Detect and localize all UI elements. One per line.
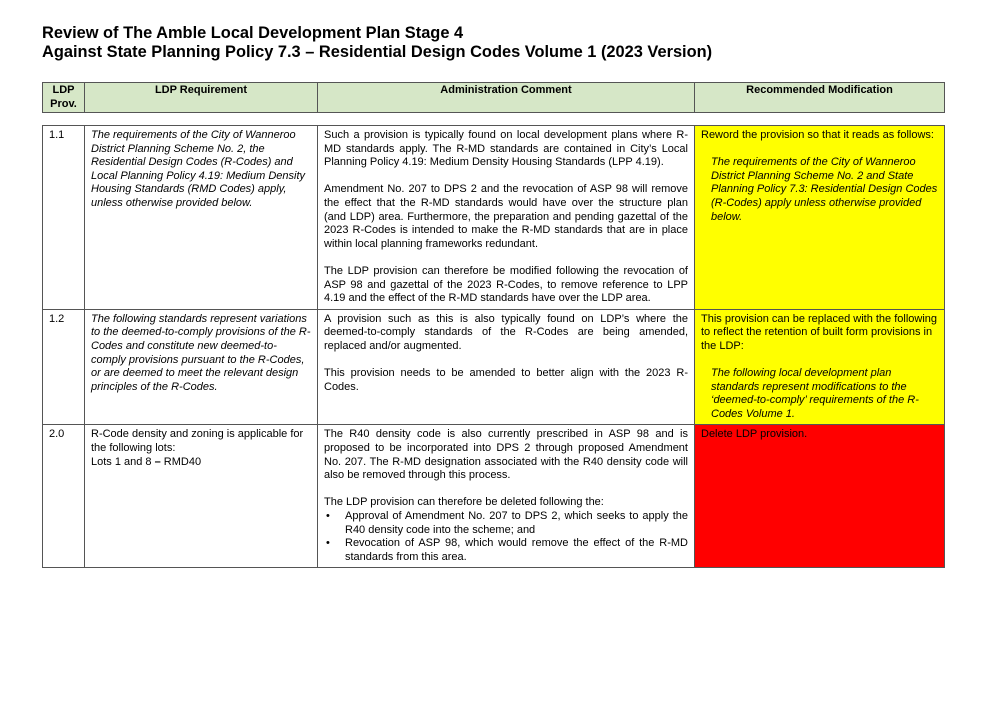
requirement-line: R-Code density and zoning is applicable for the following lots: xyxy=(91,428,304,455)
comment-paragraph: The LDP provision can therefore be modified following the revocation of ASP 98 and gazettal of the 2023 R-Codes, to remove reference to LPP 4.19 and the effect of the R-MD standards have over the LDP area. xyxy=(324,264,688,305)
bullet-item: • Revocation of ASP 98, which would remove the effect of the R-MD standards from this area. xyxy=(324,537,688,564)
header-prov-line1: LDP xyxy=(52,84,75,96)
comment-cell xyxy=(318,126,695,310)
header-prov-line2: Prov. xyxy=(50,97,77,110)
comment-cell xyxy=(318,425,695,568)
table-row xyxy=(43,126,945,310)
document-title xyxy=(42,24,712,62)
requirement-cell xyxy=(85,425,318,568)
requirement-line xyxy=(91,456,311,470)
table-row xyxy=(43,309,945,425)
comment-paragraph: A provision such as this is also typically found on LDP’s where the deemed-to-comply standards of the R-Codes are being amended, replaced and/or augmented. xyxy=(324,312,688,352)
header-modification: Recommended Modification xyxy=(695,83,945,113)
bullet-item: • Approval of Amendment No. 207 to DPS 2, which seeks to apply the R40 density code into the scheme; and xyxy=(324,510,688,537)
comment-paragraph: Amendment No. 207 to DPS 2 and the revocation of ASP 98 will remove the effect that the R-MD standards would have over the structure plan (and LDP) area. Furthermore, the preparation and pending gazettal of the 2023 R-Codes is intended to make the R-MD standards that are in place within local planning frameworks redundant. xyxy=(324,183,688,250)
modification-cell xyxy=(695,126,945,310)
requirement-cell: The following standards represent variations to the deemed-to-comply provisions of the R-Codes and constitute new deemed-to-comply provisions pursuant to the R-Codes, or are deemed to meet the relevant design principles of the R-Codes. xyxy=(85,309,318,425)
requirement-cell: The requirements of the City of Wanneroo District Planning Scheme No. 2, the Residential Design Codes (R-Codes) and Local Planning Policy 4.19: Medium Density Housing Standards (RMD Codes) apply, unless otherwise provided below. xyxy=(85,126,318,310)
prov-number: 2.0 xyxy=(43,425,85,568)
header-row xyxy=(43,83,945,113)
comment-paragraph: This provision needs to be amended to better align with the 2023 R-Codes. xyxy=(324,367,688,393)
review-table xyxy=(42,125,945,568)
title-line-1: Review of The Amble Local Development Plan Stage 4 xyxy=(42,24,464,42)
comment-paragraph: The R40 density code is also currently prescribed in ASP 98 and is proposed to be incorporated into DPS 2 through proposed Amendment No. 207. The R-MD designation associated with the R40 density code will also be removed through this process. xyxy=(324,428,688,482)
title-line-2: Against State Planning Policy 7.3 – Residential Design Codes Volume 1 (2023 Version) xyxy=(42,43,713,61)
comment-paragraph: The LDP provision can therefore be deleted following the: xyxy=(324,496,604,509)
comment-paragraph: Such a provision is typically found on local development plans where R-MD standards apply. The R-MD standards are contained in City’s Local Planning Policy 4.19: Medium Density Housing Standards (LPP 4.19). xyxy=(324,129,688,169)
comment-cell xyxy=(318,309,695,425)
comment-bullet-list xyxy=(324,510,688,564)
modification-cell: Delete LDP provision. xyxy=(695,425,945,568)
modification-quote: The requirements of the City of Wanneroo District Planning Scheme No. 2 and State Planning Policy 7.3: Residential Design Codes (R-Codes) apply unless otherwise provided below. xyxy=(711,156,938,223)
prov-number: 1.1 xyxy=(43,126,85,310)
lots-dash: – xyxy=(154,455,161,468)
modification-cell xyxy=(695,309,945,425)
lots-text: Lots 1 and 8 xyxy=(91,455,155,468)
header-ldp-prov xyxy=(43,83,85,113)
header-comment: Administration Comment xyxy=(318,83,695,113)
modification-intro: Reword the provision so that it reads as follows: xyxy=(701,129,934,141)
header-table xyxy=(42,82,945,113)
table-row xyxy=(43,425,945,568)
modification-intro: This provision can be replaced with the following to reflect the retention of built form provisions in the LDP: xyxy=(701,312,938,352)
prov-number: 1.2 xyxy=(43,309,85,425)
modification-quote: The following local development plan standards represent modifications to the ‘deemed-to-comply’ requirements of the R-Codes Volume 1. xyxy=(711,367,919,420)
header-requirement: LDP Requirement xyxy=(85,83,318,113)
density-code: RMD40 xyxy=(160,455,202,468)
